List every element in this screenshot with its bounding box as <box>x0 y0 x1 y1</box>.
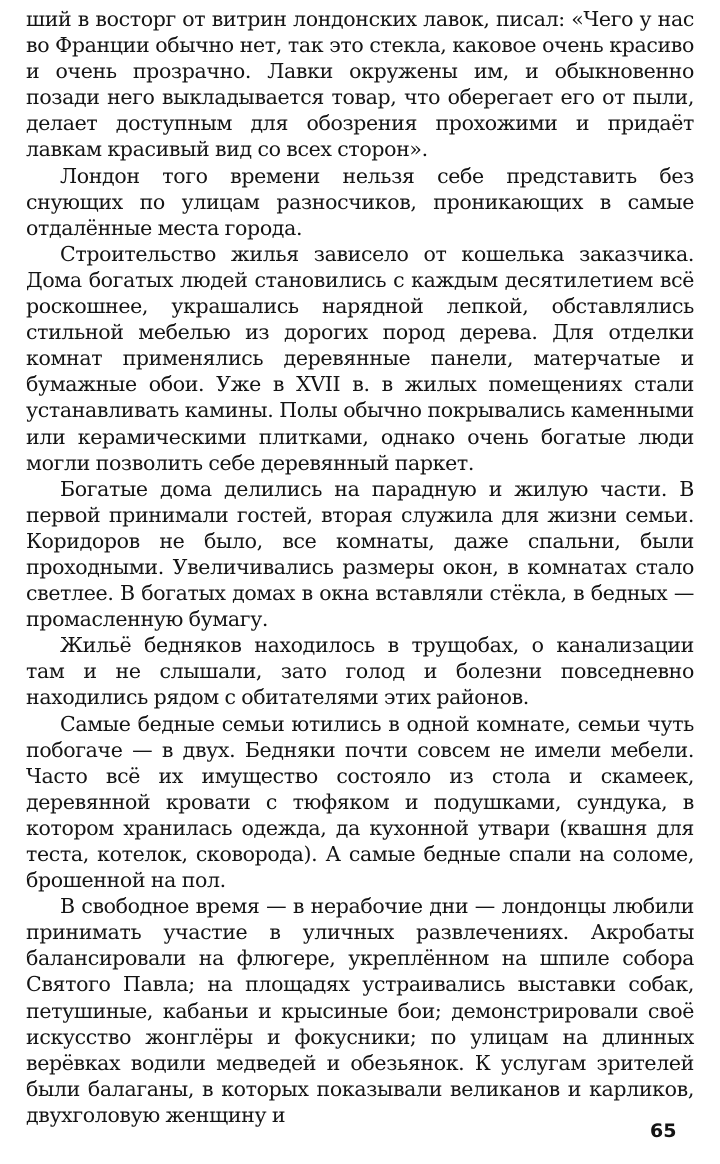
paragraph-slums: Жильё бедняков находилось в трущобах, о канализации там и не слышали, зато голод и болезни повседневно находились рядом с обитателями этих районов. <box>26 633 694 710</box>
page-number: 65 <box>650 1120 677 1142</box>
paragraph-entertainment: В свободное время — в нерабочие дни — лондонцы любили принимать участие в уличных развлечениях. Акробаты балансировали на флюгере, укреплённом на шпиле собора Святого Павла; на площадях устраивались выставки собак, петушиные, кабаньи и крысиные бои; демонстрировали своё искусство жонглёры и фокусники; по улицам на длинных верёвках водили медведей и обезьянок. К услугам зрителей были балаганы, в которых показывали великанов и карликов, двухголовую женщину и <box>26 894 694 1127</box>
paragraph-poor-families: Самые бедные семьи ютились в одной комнате, семьи чуть побогаче — в двух. Бедняки почти совсем не имели мебели. Часто всё их имущество состояло из стола и скамеек, деревянной кровати с тюфяком и подушками, сундука, в котором хранилась одежда, да кухонной утвари (квашня для теста, котелок, сковорода). А самые бедные спали на соломе, брошенной на пол. <box>26 711 694 893</box>
page-body <box>26 6 694 1128</box>
paragraph-street-vendors: Лондон того времени нельзя себе представить без снующих по улицам разносчиков, проникающих в самые отдалённые места города. <box>26 163 694 240</box>
paragraph-continuation: ший в восторг от витрин лондонских лавок, писал: «Чего у нас во Франции обычно нет, так это стекла, каковое очень красиво и очень прозрачно. Лавки окружены им, и обыкновенно позади него выкладывается товар, что оберегает его от пыли, делает доступным для обозрения прохожими и придаёт лавкам красивый вид со всех сторон». <box>26 7 694 162</box>
paragraph-rich-houses: Богатые дома делились на парадную и жилую части. В первой принимали гостей, вторая служила для жизни семьи. Коридоров не было, все комнаты, даже спальни, были проходными. Увеличивались размеры окон, в комнатах стало светлее. В богатых домах в окна вставляли стёкла, в бедных — промасленную бумагу. <box>26 476 694 632</box>
paragraph-housing-construction: Строительство жилья зависело от кошелька заказчика. Дома богатых людей становились с каждым десятилетием всё роскошнее, украшались нарядной лепкой, обставлялись стильной мебелью из дорогих пород дерева. Для отделки комнат применялись деревянные панели, матерчатые и бумажные обои. Уже в XVII в. в жилых помещениях стали устанавливать камины. Полы обычно покрывались каменными или керамическими плитками, однако очень богатые люди могли позволить себе деревянный паркет. <box>26 241 694 475</box>
